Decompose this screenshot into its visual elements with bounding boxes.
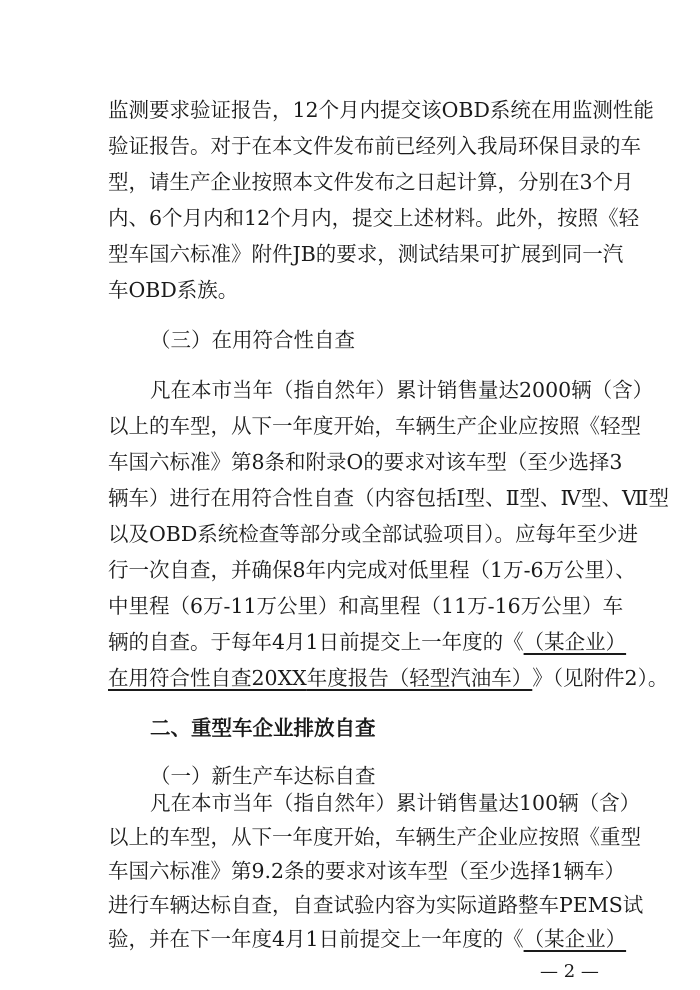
paragraph-line xyxy=(108,480,669,516)
paragraph-line xyxy=(108,854,626,888)
text-run: 验证报告。对于在本文件发布前已经列入我局环保目录的车 xyxy=(108,134,641,158)
paragraph-line xyxy=(108,820,641,854)
text-run: 监测要求验证报告，12个月内提交该OBD系统在用监测性能 xyxy=(108,98,654,122)
paragraph-line xyxy=(108,408,641,444)
text-run: 以及OBD系统检查等部分或全部试验项目）。应每年至少进 xyxy=(108,522,639,546)
text-run: 内、6个月内和12个月内，提交上述材料。此外，按照《轻 xyxy=(108,206,640,230)
paragraph-line xyxy=(108,236,624,272)
paragraph-line xyxy=(108,92,654,128)
heading-text: 二、重型车企业排放自查 xyxy=(150,716,376,740)
text-run: 》（见附件2）。 xyxy=(532,666,669,690)
paragraph-line xyxy=(108,128,641,164)
underlined-report-year: 20XX xyxy=(251,666,307,690)
paragraph-line xyxy=(108,164,634,200)
text-run: 辆的自查。于每年4月1日前提交上一年度的《 xyxy=(108,630,524,654)
subheading-text: （一）新生产车达标自查 xyxy=(150,764,376,788)
underlined-company-name: （某企业） xyxy=(523,927,627,951)
text-run: 中里程（6万-11万公里）和高里程（11万-16万公里）车 xyxy=(108,594,624,618)
text-run: 凡在本市当年（指自然年）累计销售量达2000辆（含） xyxy=(150,378,654,402)
page-number: — 2 — xyxy=(540,961,599,982)
section-heading xyxy=(150,710,608,746)
paragraph-line xyxy=(108,588,624,624)
paragraph-line xyxy=(108,888,644,922)
paragraph-line xyxy=(108,272,608,308)
paragraph-line xyxy=(108,552,636,588)
subheading-text: （三）在用符合性自查 xyxy=(150,328,355,352)
paragraph-line xyxy=(108,660,669,696)
text-run: 以上的车型，从下一年度开始，车辆生产企业应按照《重型 xyxy=(108,825,641,849)
underlined-company-name: （某企业） xyxy=(523,630,627,654)
text-run: 型，请生产企业按照本文件发布之日起计算，分别在3个月 xyxy=(108,170,634,194)
text-run: 车OBD系族。 xyxy=(108,278,239,302)
text-run: 行一次自查，并确保8年内完成对低里程（1万-6万公里）、 xyxy=(108,558,636,582)
section-subheading xyxy=(150,322,608,358)
paragraph-line xyxy=(150,786,641,820)
text-run: 以上的车型，从下一年度开始，车辆生产企业应按照《轻型 xyxy=(108,414,641,438)
text-run: 凡在本市当年（指自然年）累计销售量达100辆（含） xyxy=(150,791,641,815)
underlined-report-title: 年度报告（轻型汽油车） xyxy=(306,666,533,690)
paragraph-line xyxy=(108,444,623,480)
paragraph-line xyxy=(108,200,640,236)
text-run: 验，并在下一年度4月1日前提交上一年度的《 xyxy=(108,927,524,951)
paragraph-line xyxy=(108,922,627,956)
underlined-report-title: 在用符合性自查 xyxy=(108,666,252,690)
paragraph-line xyxy=(108,624,627,660)
text-run: 车国六标准》第9.2条的要求对该车型（至少选择1辆车） xyxy=(108,859,626,883)
paragraph-line xyxy=(150,372,654,408)
paragraph-line xyxy=(108,516,639,552)
text-run: 车国六标准》第8条和附录O的要求对该车型（至少选择3 xyxy=(108,450,623,474)
text-run: 进行车辆达标自查，自查试验内容为实际道路整车PEMS试 xyxy=(108,893,644,917)
text-run: 型车国六标准》附件JB的要求，测试结果可扩展到同一汽 xyxy=(108,242,624,266)
text-run: 辆车）进行在用符合性自查（内容包括Ⅰ型、Ⅱ型、Ⅳ型、Ⅶ型 xyxy=(108,486,669,510)
